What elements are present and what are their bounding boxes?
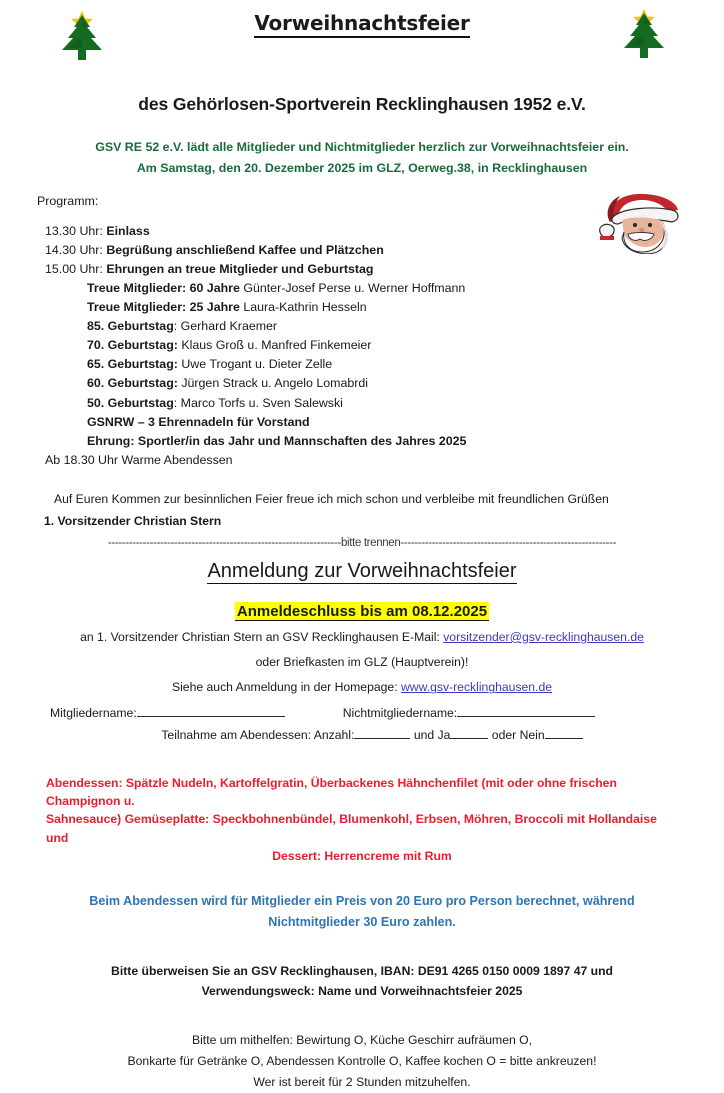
program-item: [45, 260, 702, 279]
page-title: [22, 0, 702, 35]
contact-prefix: an 1. Vorsitzender Christian Stern an GSV Recklinghausen E-Mail:: [80, 629, 444, 644]
helper-request: [22, 1002, 702, 1093]
program-item: [45, 413, 702, 432]
program-item-names: : Marco Torfs u. Sven Salewski: [173, 395, 343, 410]
email-link[interactable]: vorsitzender@gsv-recklinghausen.de: [443, 629, 644, 644]
nonmember-name-input[interactable]: [457, 716, 595, 717]
member-name-label: Mitgliedername:: [50, 705, 137, 720]
santa-claus-icon: [594, 192, 690, 254]
price-line-2: Nichtmitglieder 30 Euro zahlen.: [268, 914, 456, 929]
menu-line-3: Dessert: Herrencreme mit Rum: [272, 848, 452, 863]
invitation-text: [22, 115, 702, 180]
page-title-text: Vorweihnachtsfeier: [254, 11, 469, 38]
program-item-names: Jürgen Strack u. Angelo Lomabrdi: [177, 376, 368, 391]
program-item-names: Uwe Trogant u. Dieter Zelle: [177, 357, 333, 372]
program-item-title: Treue Mitglieder: 25 Jahre: [87, 300, 240, 315]
homepage-prefix: Siehe auch Anmeldung in der Homepage:: [171, 680, 401, 695]
contact-line: [22, 621, 702, 646]
program-item-title: Begrüßung anschließend Kaffee und Plätzchen: [106, 242, 384, 257]
separator-dashes-right: --------------------------------------------------------------: [400, 536, 617, 549]
dinner-note: Ab 18.30 Uhr Warme Abendessen: [45, 452, 233, 467]
program-item: [45, 355, 702, 374]
attendance-no-label: oder Nein: [491, 727, 545, 742]
registration-title: [22, 549, 702, 583]
christmas-tree-icon: [608, 6, 680, 64]
program-item-title: 60. Geburtstag:: [87, 376, 178, 391]
program-item-names: Laura-Kathrin Hesseln: [239, 300, 367, 315]
program-item-names: Klaus Groß u. Manfred Finkemeier: [177, 338, 372, 353]
bank-line-1: Bitte überweisen Sie an GSV Recklinghausen, IBAN: DE91 4265 0150 0009 1897 47 und: [111, 964, 613, 979]
program-item-title: 85. Geburtstag: [87, 319, 174, 334]
program-item-title: Treue Mitglieder: 60 Jahre: [87, 280, 240, 295]
program-item: [45, 298, 702, 317]
registration-title-text: Anmeldung zur Vorweihnachtsfeier: [207, 559, 517, 582]
help-line-3: Wer ist bereit für 2 Stunden mitzuhelfen.: [253, 1074, 471, 1089]
invitation-line-2: Am Samstag, den 20. Dezember 2025 im GLZ, Oerweg.38, in Recklinghausen: [136, 161, 588, 176]
deadline-highlight: [22, 583, 702, 621]
price-info: [22, 865, 702, 932]
program-item: [45, 432, 702, 451]
bank-line-2: Verwendungsweck: Name und Vorweihnachtsfeier 2025: [201, 983, 523, 998]
christmas-tree-icon: [46, 8, 118, 66]
mailbox-line: oder Briefkasten im GLZ (Hauptverein)!: [255, 655, 469, 670]
attendance-no-input[interactable]: [545, 738, 583, 739]
program-item-time: 13.30 Uhr:: [45, 223, 107, 238]
program-item: [45, 394, 702, 413]
program-item-title: 50. Geburtstag: [87, 395, 174, 410]
organization-title: des Gehörlosen-Sportverein Recklinghausen 1952 e.V.: [138, 94, 586, 114]
program-item-time: 15.00 Uhr:: [45, 261, 107, 276]
program-item: [45, 279, 702, 298]
program-item-time: 14.30 Uhr:: [45, 242, 107, 257]
help-line-1: Bitte um mithelfen: Bewirtung O, Küche Geschirr aufräumen O,: [191, 1032, 533, 1047]
menu-line-2: Sahnesauce) Gemüseplatte: Speckbohnenbündel, Blumenkohl, Erbsen, Möhren, Broccoli mit Hollandaise und: [46, 812, 657, 845]
program-item: [45, 374, 702, 393]
program-item: [45, 317, 702, 336]
name-fields-row: [22, 697, 702, 720]
price-line-1: Beim Abendessen wird für Mitglieder ein Preis von 20 Euro pro Person berechnet, während: [89, 894, 635, 909]
program-item-title: GSNRW – 3 Ehrennadeln für Vorstand: [87, 414, 310, 429]
cut-here-separator: [22, 528, 702, 549]
homepage-link[interactable]: www.gsv-recklinghausen.de: [400, 680, 553, 695]
attendance-yes-input[interactable]: [450, 738, 488, 739]
separator-label: bitte trennen: [341, 536, 401, 549]
program-item-title: Ehrungen an treue Mitglieder und Geburtstag: [106, 261, 374, 276]
program-item-title: 70. Geburtstag:: [87, 338, 178, 353]
attendance-row: [22, 720, 702, 742]
program-item-title: Ehrung: Sportler/in das Jahr und Mannschaften des Jahres 2025: [87, 433, 467, 448]
separator-dashes-left: -------------------------------------------------------------------: [107, 536, 341, 549]
nonmember-name-label: Nichtmitgliedername:: [342, 705, 458, 720]
program-item: [45, 336, 702, 355]
help-line-2: Bonkarte für Getränke O, Abendessen Kontrolle O, Kaffee kochen O = bitte ankreuzen!: [127, 1053, 597, 1068]
closing-text: Auf Euren Kommen zur besinnlichen Feier freue ich mich schon und verbleibe mit freundlichen Grüßen: [54, 491, 609, 506]
signature: 1. Vorsitzender Christian Stern: [44, 513, 222, 528]
attendance-yes-label: und Ja: [413, 727, 451, 742]
homepage-line: [22, 671, 702, 696]
invitation-line-1: GSV RE 52 e.V. lädt alle Mitglieder und Nichtmitglieder herzlich zur Vorweihnachtsfeier ein.: [95, 140, 629, 154]
dinner-menu: [22, 742, 702, 865]
program-item-names: Günter-Josef Perse u. Werner Hoffmann: [239, 280, 466, 295]
program-item-title: Einlass: [106, 223, 150, 238]
member-name-input[interactable]: [137, 716, 285, 717]
menu-line-1: Abendessen: Spätzle Nudeln, Kartoffelgratin, Überbackenes Hähnchenfilet (mit oder ohne frischen Champignon u.: [46, 775, 617, 809]
deadline-text: Anmeldeschluss bis am 08.12.2025: [236, 602, 488, 620]
program-item-names: : Gerhard Kraemer: [173, 319, 278, 334]
attendance-count-input[interactable]: [354, 738, 410, 739]
program-item-title: 65. Geburtstag:: [87, 357, 178, 372]
bank-details: [22, 932, 702, 1002]
program-label: Programm:: [37, 193, 99, 208]
attendance-label: Teilnahme am Abendessen: Anzahl:: [161, 727, 355, 742]
